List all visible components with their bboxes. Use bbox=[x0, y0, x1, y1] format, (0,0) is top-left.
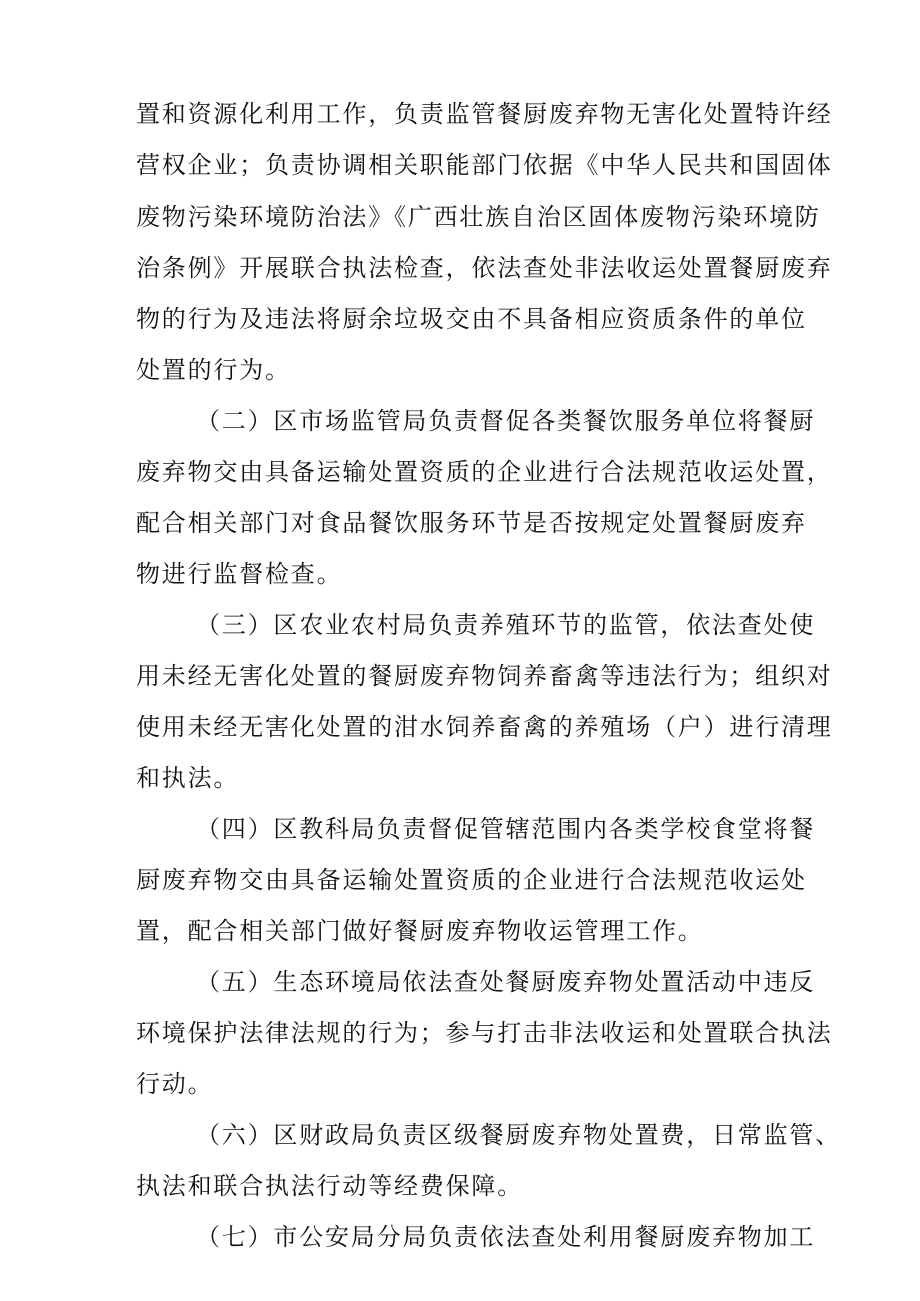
section-heading-line: （二）区市场监管局负责督促各类餐饮服务单位将餐厨 bbox=[196, 407, 816, 435]
text-line: 和执法。 bbox=[136, 764, 240, 792]
text-line: 置和资源化利用工作，负责监管餐厨废弃物无害化处置特许经 bbox=[136, 100, 833, 128]
text-line: 废物污染环境防治法》《广西壮族自治区固体废物污染环境防 bbox=[136, 203, 821, 231]
section-heading-line: （六）区财政局负责区级餐厨废弃物处置费，日常监管、 bbox=[196, 1121, 841, 1149]
text-line: 置，配合相关部门做好餐厨废弃物收运管理工作。 bbox=[136, 917, 704, 945]
section-heading-line: （四）区教科局负责督促管辖范围内各类学校食堂将餐 bbox=[196, 815, 816, 843]
text-line: 厨废弃物交由具备运输处置资质的企业进行合法规范收运处 bbox=[136, 866, 807, 894]
text-line: 废弃物交由具备运输处置资质的企业进行合法规范收运处置， bbox=[136, 458, 833, 486]
text-line: 使用未经无害化处置的泔水饲养畜禽的养殖场（户）进行清理 bbox=[136, 713, 833, 741]
text-line: 执法和联合执法行动等经费保障。 bbox=[136, 1172, 523, 1200]
section-heading-line: （七）市公安局分局负责依法查处利用餐厨废弃物加工 bbox=[196, 1223, 816, 1251]
section-heading-line: （五）生态环境局依法查处餐厨废弃物处置活动中违反 bbox=[196, 968, 816, 996]
text-line: 用未经无害化处置的餐厨废弃物饲养畜禽等违法行为；组织对 bbox=[136, 662, 833, 690]
text-line: 行动。 bbox=[136, 1070, 214, 1098]
text-line: 物的行为及违法将厨余垃圾交由不具备相应资质条件的单位 bbox=[136, 305, 807, 333]
text-line: 营权企业；负责协调相关职能部门依据《中华人民共和国固体 bbox=[136, 151, 833, 179]
text-line: 治条例》开展联合执法检查，依法查处非法收运处置餐厨废弃 bbox=[136, 254, 833, 282]
text-line: 处置的行为。 bbox=[136, 356, 291, 384]
text-line: 配合相关部门对食品餐饮服务环节是否按规定处置餐厨废弃 bbox=[136, 509, 807, 537]
text-line: 环境保护法律法规的行为；参与打击非法收运和处置联合执法 bbox=[136, 1019, 833, 1047]
text-line: 物进行监督检查。 bbox=[136, 560, 343, 588]
section-heading-line: （三）区农业农村局负责养殖环节的监管，依法查处使 bbox=[196, 611, 816, 639]
